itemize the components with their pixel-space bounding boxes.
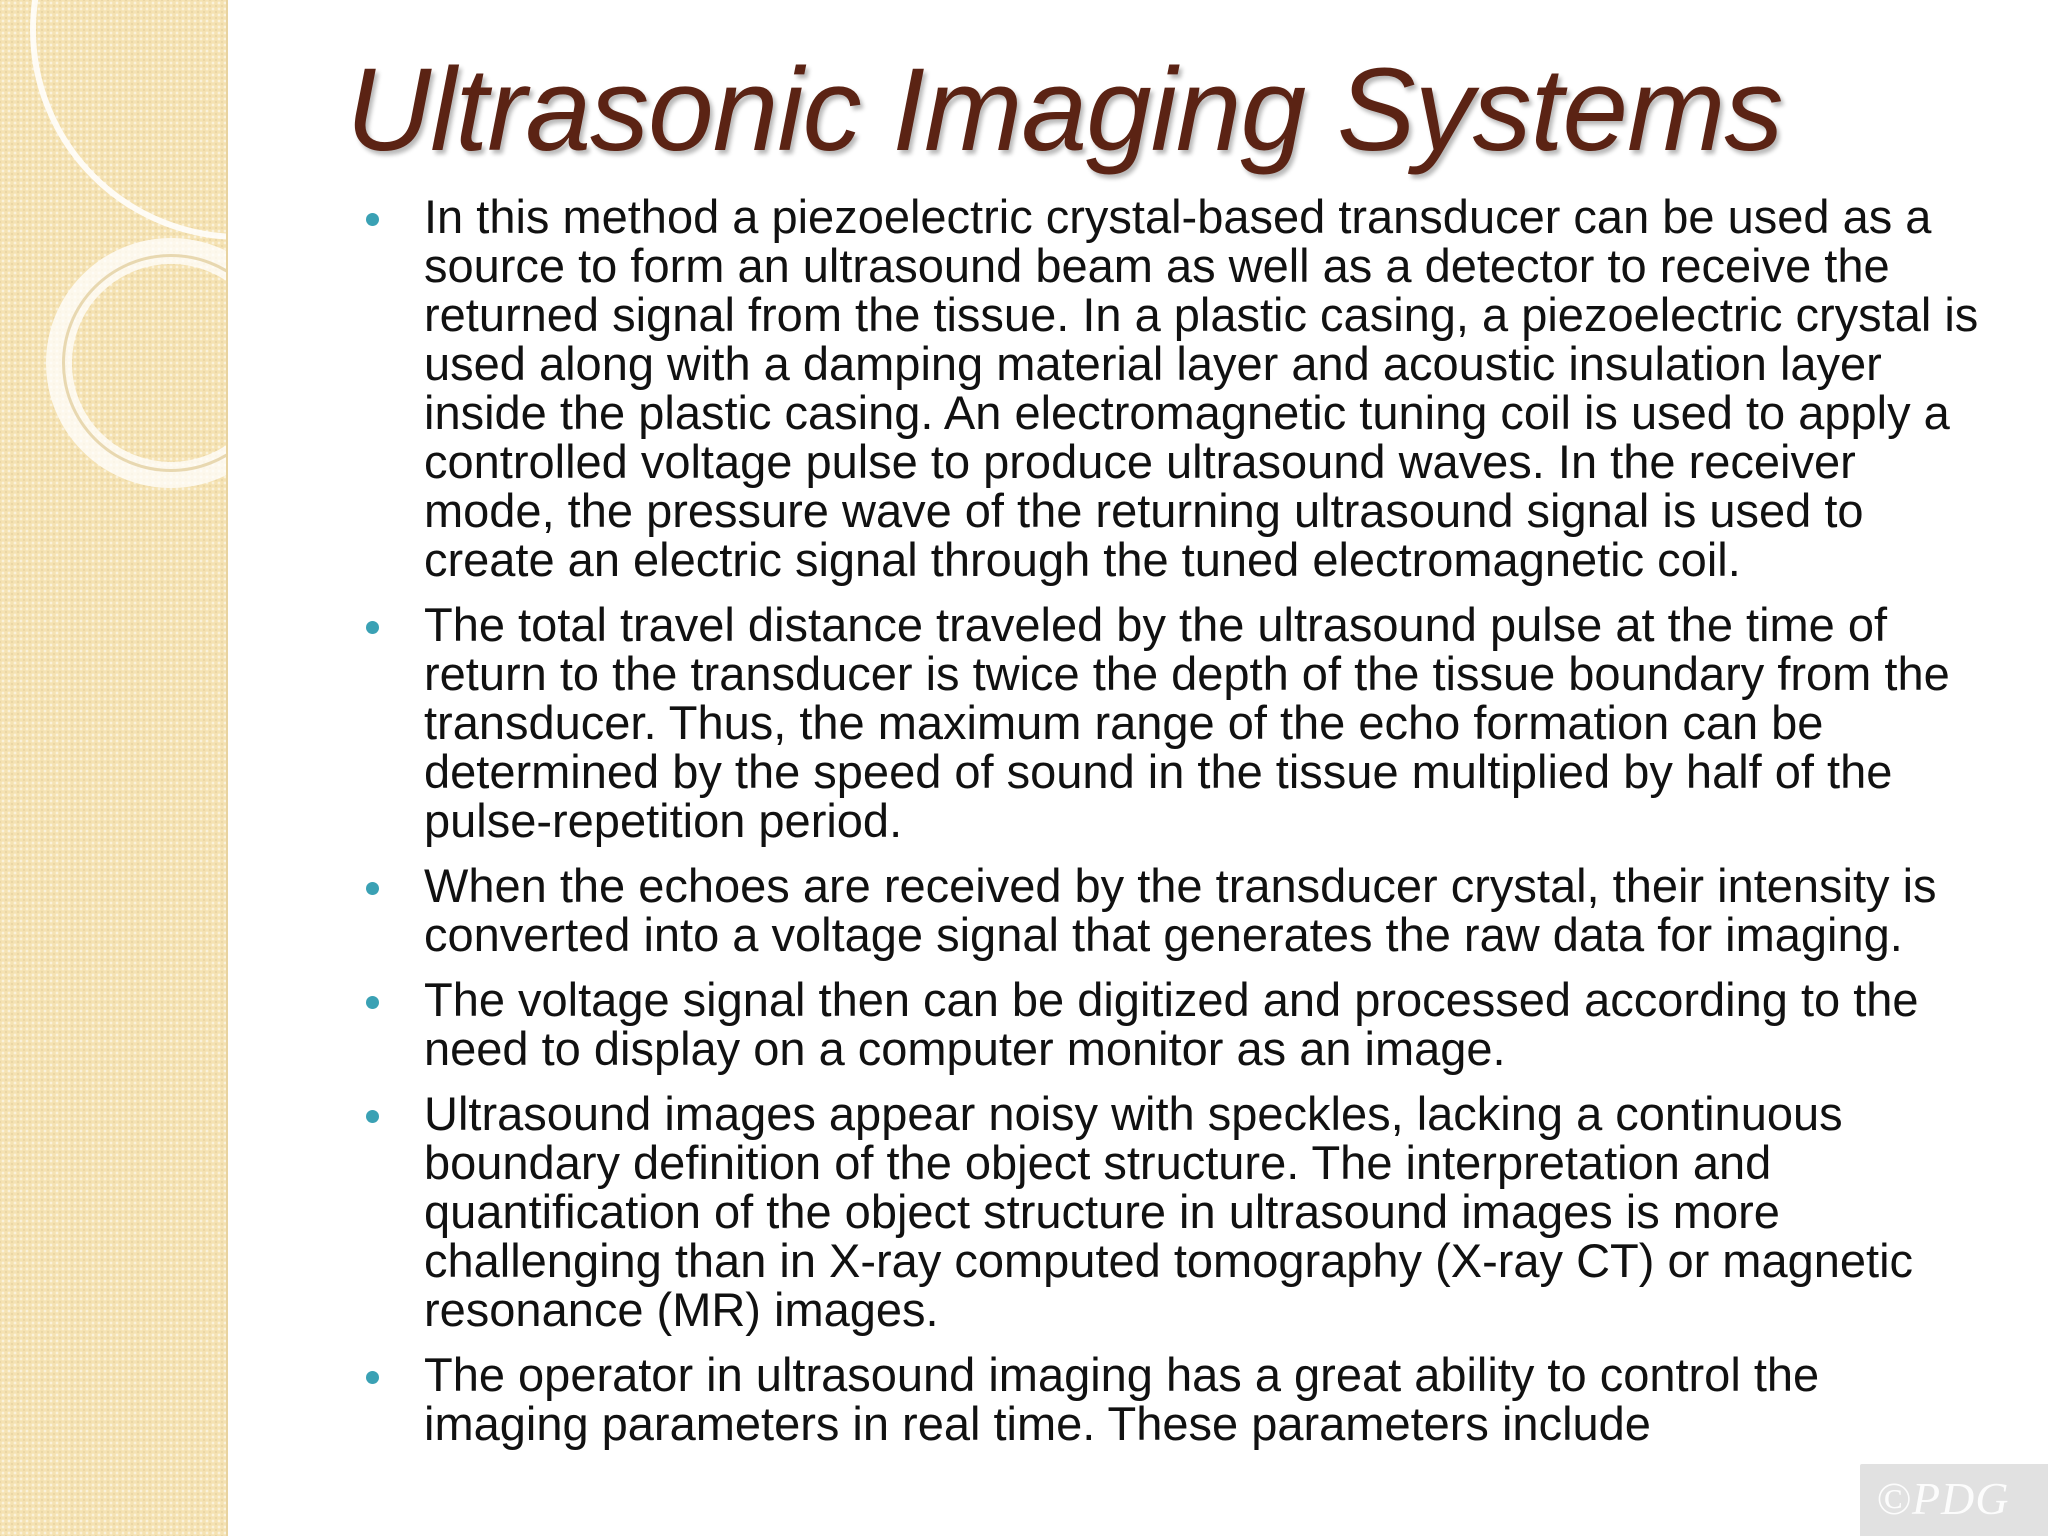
bullet-dot-icon <box>366 1371 379 1384</box>
bullet-dot-icon <box>366 882 379 895</box>
decorative-side-band <box>0 0 226 1536</box>
bullet-dot-icon <box>366 213 379 226</box>
bullet-dot-icon <box>366 621 379 634</box>
bullet-item <box>360 192 1980 584</box>
bullet-item <box>360 1350 1980 1448</box>
decorative-ring-large <box>30 0 226 240</box>
bullet-item <box>360 975 1980 1073</box>
bullet-item <box>360 861 1980 959</box>
bullet-text: The operator in ultrasound imaging has a great ability to control the imaging parameters in real time. These parameters include <box>424 1348 1820 1450</box>
bullet-list <box>360 192 1980 1464</box>
bullet-item <box>360 600 1980 845</box>
bullet-text: The total travel distance traveled by the ultrasound pulse at the time of return to the transducer is twice the depth of the tissue boundary from the transducer. Thus, the maximum range of the echo formation can be determined by the speed of sound in the tissue multiplied by half of the pulse-repetition period. <box>424 598 1950 847</box>
watermark-text: ©PDG <box>1876 1473 2010 1524</box>
bullet-dot-icon <box>366 1110 379 1123</box>
watermark-box <box>1860 1464 2048 1536</box>
bullet-text: The voltage signal then can be digitized and processed according to the need to display on a computer monitor as an image. <box>424 973 1919 1075</box>
bullet-text: When the echoes are received by the transducer crystal, their intensity is converted into a voltage signal that generates the raw data for imaging. <box>424 859 1937 961</box>
slide-title: Ultrasonic Imaging Systems <box>346 44 1783 176</box>
bullet-text: In this method a piezoelectric crystal-based transducer can be used as a source to form an ultrasound beam as well as a detector to receive the returned signal from the tissue. In a plastic casing, a piezoelectric crystal is used along with a damping material layer and acoustic insulation layer inside the plastic casing. An electromagnetic tuning coil is used to apply a controlled voltage pulse to produce ultrasound waves. In the receiver mode, the pressure wave of the returning ultrasound signal is used to create an electric signal through the tuned electromagnetic coil. <box>424 190 1979 586</box>
side-band-edge <box>226 0 228 1536</box>
bullet-dot-icon <box>366 996 379 1009</box>
bullet-text: Ultrasound images appear noisy with speckles, lacking a continuous boundary definition of the object structure. The interpretation and quantification of the object structure in ultrasound images is more challenging than in X-ray computed tomography (X-ray CT) or magnetic resonance (MR) images. <box>424 1087 1914 1336</box>
bullet-item <box>360 1089 1980 1334</box>
